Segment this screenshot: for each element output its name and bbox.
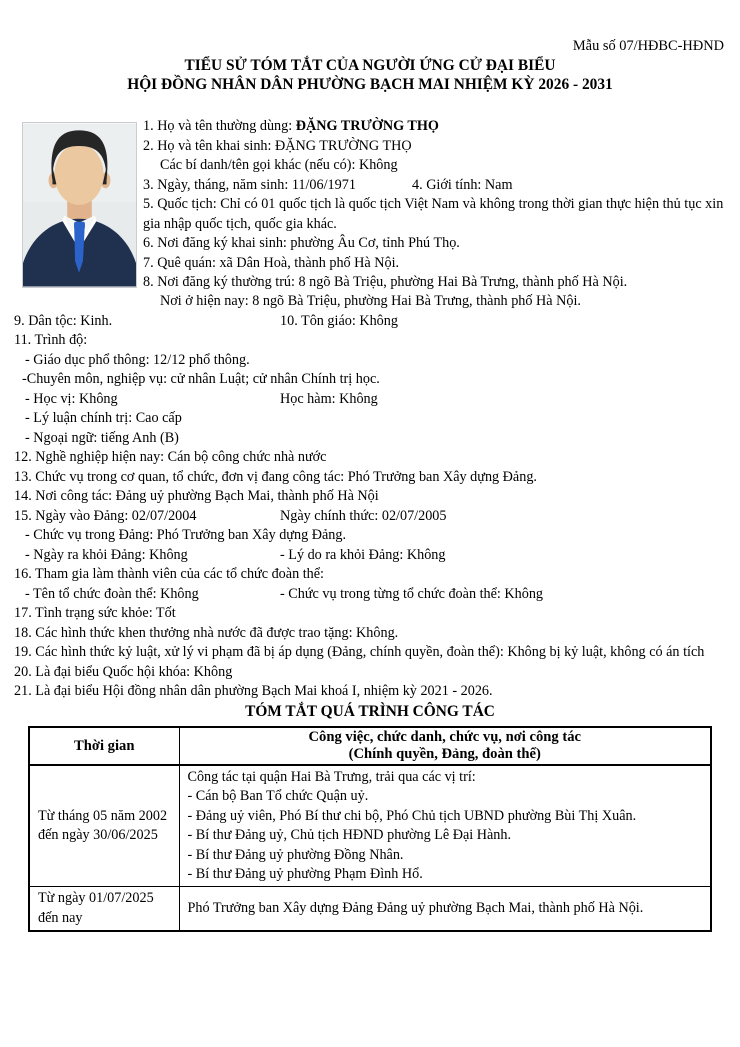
portrait-illustration bbox=[23, 123, 136, 287]
career-row2-detail bbox=[179, 887, 711, 931]
info-item-13: 13. Chức vụ trong cơ quan, tổ chức, đơn vị đang công tác: Phó Trưởng ban Xây dựng Đảng. bbox=[14, 468, 537, 485]
table-row bbox=[29, 765, 711, 887]
career-detail-line: Công tác tại quận Hai Bà Trưng, trải qua các vị trí: bbox=[187, 769, 476, 785]
info-item-4: 4. Giới tính: Nam bbox=[412, 176, 513, 193]
career-detail-line: - Bí thư Đảng uỷ, Chủ tịch HĐND phường Lê Đại Hành. bbox=[187, 827, 512, 844]
info-item-6: 6. Nơi đăng ký khai sinh: phường Âu Cơ, tỉnh Phú Thọ. bbox=[143, 235, 460, 251]
info-item-3: 3. Ngày, tháng, năm sinh: 11/06/1971 bbox=[143, 176, 356, 193]
info-item-11-politics: - Lý luận chính trị: Cao cấp bbox=[25, 410, 182, 426]
info-item-20: 20. Là đại biểu Quốc hội khóa: Không bbox=[14, 663, 233, 680]
career-detail-line: Phó Trưởng ban Xây dựng Đảng Đảng uỷ phường Bạch Mai, thành phố Hà Nội. bbox=[187, 900, 644, 917]
info-item-15-leave-reason: - Lý do ra khỏi Đảng: Không bbox=[280, 546, 446, 563]
info-item-16-org-role: - Chức vụ trong từng tổ chức đoàn thể: Không bbox=[280, 585, 544, 602]
info-item-12: 12. Nghề nghiệp hiện nay: Cán bộ công chức nhà nước bbox=[14, 449, 327, 465]
info-item-11-profession: -Chuyên môn, nghiệp vụ: cử nhân Luật; cử nhân Chính trị học. bbox=[22, 371, 380, 387]
info-item-11-language: - Ngoại ngữ: tiếng Anh (B) bbox=[25, 429, 179, 446]
info-item-15-join-date: 15. Ngày vào Đảng: 02/07/2004 bbox=[14, 507, 197, 524]
info-item-2-alias: Các bí danh/tên gọi khác (nếu có): Không bbox=[160, 157, 398, 173]
career-row1-detail bbox=[179, 765, 711, 887]
info-item-21: 21. Là đại biểu Hội đồng nhân dân phường Bạch Mai khoá I, nhiệm kỳ 2021 - 2026. bbox=[14, 683, 493, 699]
career-header-work-line2: (Chính quyền, Đảng, đoàn thể) bbox=[348, 746, 541, 762]
document-title-line2: HỘI ĐỒNG NHÂN DÂN PHƯỜNG BẠCH MAI NHIỆM KỲ 2026 - 2031 bbox=[127, 76, 613, 93]
info-item-3-4 bbox=[143, 176, 735, 196]
info-item-15-official-date: Ngày chính thức: 02/07/2005 bbox=[280, 507, 447, 524]
career-detail-line: - Cán bộ Ban Tổ chức Quận uỷ. bbox=[187, 788, 369, 805]
info-item-2: 2. Họ và tên khai sinh: ĐẶNG TRƯỜNG THỌ bbox=[143, 137, 412, 154]
info-item-16: 16. Tham gia làm thành viên của các tổ chức đoàn thể: bbox=[14, 566, 324, 582]
candidate-name: ĐẶNG TRƯỜNG THỌ bbox=[295, 118, 439, 134]
career-header-time: Thời gian bbox=[29, 727, 179, 765]
info-item-14: 14. Nơi công tác: Đảng uỷ phường Bạch Mai, thành phố Hà Nội bbox=[14, 488, 379, 504]
info-item-16-org-name: - Tên tổ chức đoàn thể: Không bbox=[25, 585, 199, 602]
info-item-11: 11. Trình độ: bbox=[14, 332, 88, 348]
career-detail-line: - Đảng uỷ viên, Phó Bí thư chi bộ, Phó Chủ tịch UBND phường Bùi Thị Xuân. bbox=[187, 807, 637, 824]
item1-label: 1. Họ và tên thường dùng: bbox=[143, 118, 293, 134]
career-row1-time: Từ tháng 05 năm 2002 đến ngày 30/06/2025 bbox=[29, 765, 179, 887]
career-section-title: TÓM TẮT QUÁ TRÌNH CÔNG TÁC bbox=[245, 703, 495, 720]
info-item-11-academic-title: Học hàm: Không bbox=[280, 390, 378, 407]
info-item-9: 9. Dân tộc: Kinh. bbox=[14, 312, 113, 329]
career-detail-line: - Bí thư Đảng uỷ phường Phạm Đình Hổ. bbox=[187, 866, 423, 883]
info-item-15 bbox=[14, 507, 735, 527]
info-item-18: 18. Các hình thức khen thưởng nhà nước đã được trao tặng: Không. bbox=[14, 624, 399, 641]
form-number: Mẫu số 07/HĐBC-HĐND bbox=[572, 38, 724, 54]
info-item-11-degree: - Học vị: Không bbox=[25, 390, 118, 407]
info-item-7: 7. Quê quán: xã Dân Hoà, thành phố Hà Nội. bbox=[143, 254, 400, 271]
career-header-work-line1: Công việc, chức danh, chức vụ, nơi công tác bbox=[308, 729, 581, 746]
personal-info-full-width bbox=[14, 292, 735, 702]
info-item-15-leave-date: - Ngày ra khỏi Đảng: Không bbox=[25, 546, 188, 563]
info-item-5: 5. Quốc tịch: Chỉ có 01 quốc tịch là quốc tịch Việt Nam và không trong thời gian thực hiện thủ tục xin gia nhập quốc tịch, quốc gia khác. bbox=[143, 196, 724, 232]
info-item-15-party-role: - Chức vụ trong Đảng: Phó Trưởng ban Xây dựng Đảng. bbox=[25, 527, 347, 543]
career-row2-time: Từ ngày 01/07/2025 đến nay bbox=[29, 887, 179, 931]
career-table bbox=[28, 726, 712, 932]
info-item-11-education: - Giáo dục phổ thông: 12/12 phổ thông. bbox=[25, 351, 250, 368]
candidate-photo bbox=[22, 122, 137, 288]
document-title-line1: TIỂU SỬ TÓM TẮT CỦA NGƯỜI ỨNG CỬ ĐẠI BIỂU bbox=[184, 57, 556, 74]
info-item-11-degrees bbox=[14, 390, 735, 410]
info-item-8-current: Nơi ở hiện nay: 8 ngõ Bà Triệu, phường Hai Bà Trưng, thành phố Hà Nội. bbox=[160, 293, 581, 309]
info-item-19: 19. Các hình thức kỷ luật, xử lý vi phạm đã bị áp dụng (Đảng, chính quyền, đoàn thể): Không bị kỷ luật, không có án tích bbox=[14, 644, 705, 660]
personal-info-beside-photo bbox=[143, 117, 735, 293]
info-item-9-10 bbox=[14, 312, 735, 332]
career-header-work bbox=[179, 727, 711, 765]
info-item-8: 8. Nơi đăng ký thường trú: 8 ngõ Bà Triệu, phường Hai Bà Trưng, thành phố Hà Nội. bbox=[143, 274, 628, 290]
career-table-header-row bbox=[29, 727, 711, 765]
info-item-10: 10. Tôn giáo: Không bbox=[280, 312, 398, 329]
info-item-15-leave bbox=[14, 546, 735, 566]
table-row bbox=[29, 887, 711, 931]
info-item-17: 17. Tình trạng sức khỏe: Tốt bbox=[14, 605, 176, 621]
info-item-1 bbox=[143, 117, 735, 137]
info-item-16-orgs bbox=[14, 585, 735, 605]
career-detail-line: - Bí thư Đảng uỷ phường Đồng Nhân. bbox=[187, 846, 404, 863]
